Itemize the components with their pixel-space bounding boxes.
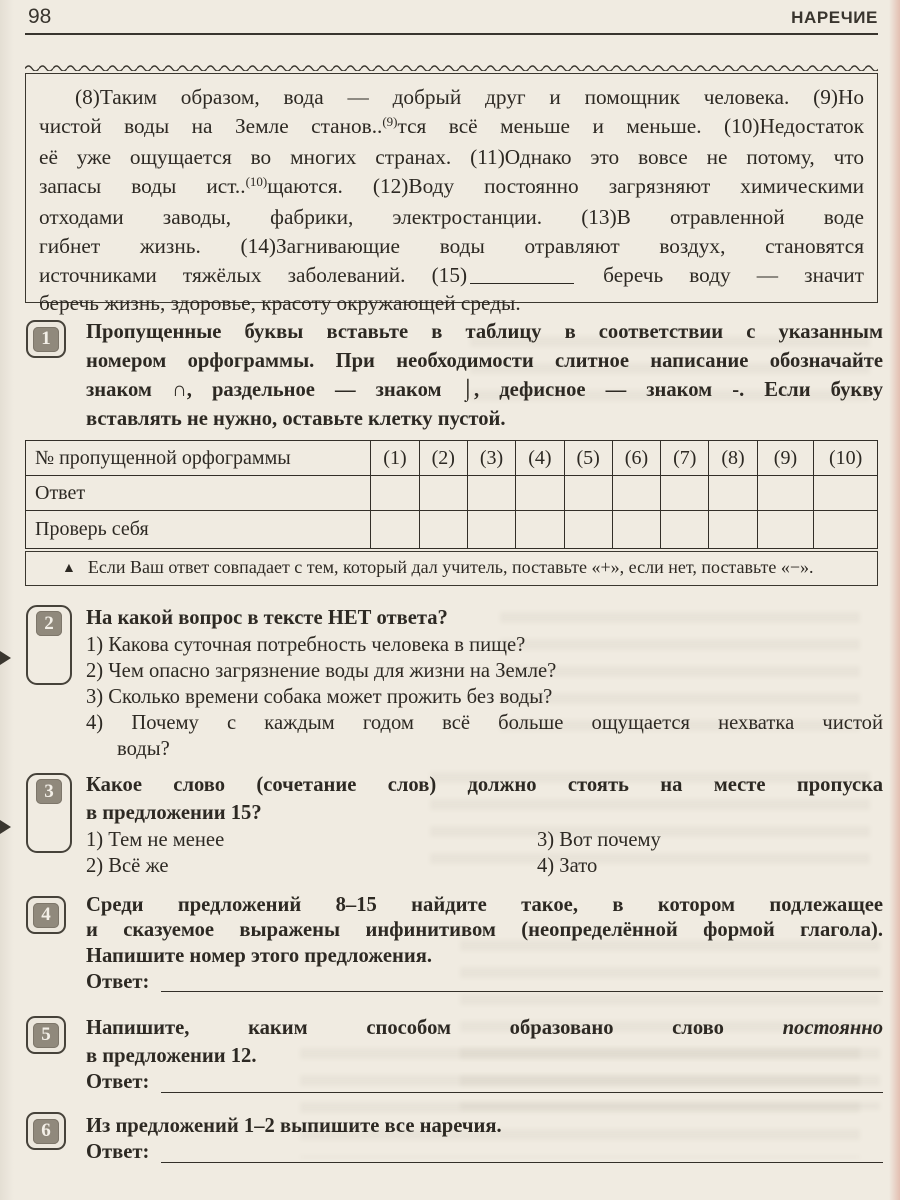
exercise-number: 3	[36, 779, 62, 804]
option-4: 4) Зато	[537, 855, 598, 877]
passage-text: беречь воду — значит	[577, 262, 864, 287]
answer-label: Ответ:	[86, 970, 150, 993]
exercise-6-badge	[26, 1112, 66, 1150]
fill-in-blank	[470, 269, 574, 284]
option-2: 2) Чем опасно загрязнение воды для жизни на Земле?	[86, 660, 557, 682]
passage-text: запасы воды ист..	[39, 173, 246, 198]
exercise-number: 4	[33, 903, 59, 928]
table-column-header: (7)	[661, 441, 709, 476]
exercise-prompt: Из предложений 1–2 выпишите все наречия.	[86, 1115, 502, 1137]
exercise-prompt-line: номером орфограммы. При необходимости слитное написание обозначайте	[86, 350, 883, 372]
exercise-number: 6	[33, 1119, 59, 1144]
exercise-number: 5	[33, 1023, 59, 1048]
prompt-text: Напишите, каким способом образовано слово	[86, 1017, 724, 1039]
check-cell[interactable]	[814, 511, 878, 549]
check-cell[interactable]	[516, 511, 564, 549]
exercise-3-badge	[26, 773, 72, 853]
check-cell[interactable]	[564, 511, 612, 549]
table-column-header: (5)	[564, 441, 612, 476]
note-text: Если Ваш ответ совпадает с тем, который дал учитель, поставьте «+», если нет, поставьте «−».	[87, 557, 814, 577]
margin-marker-icon	[0, 651, 11, 665]
answer-label: Ответ:	[86, 1071, 150, 1093]
table-column-header: (1)	[371, 441, 419, 476]
passage-text: источниками тяжёлых заболеваний. (15)	[39, 262, 468, 287]
exercise-prompt-line: и сказуемое выражены инфинитивом (неопределённой формой глагола).	[86, 919, 883, 942]
exercise-prompt-line: в предложении 15?	[86, 802, 262, 824]
table-header-label: № пропущенной орфограммы	[26, 441, 371, 476]
answer-write-line[interactable]	[161, 991, 883, 992]
answer-cell[interactable]	[467, 476, 515, 511]
page-header	[28, 5, 878, 29]
orthogram-superscript: (9)	[382, 113, 398, 129]
passage-line: беречь жизнь, здоровье, красоту окружающей среды.	[39, 291, 521, 316]
table-column-header: (8)	[709, 441, 757, 476]
check-cell[interactable]	[419, 511, 467, 549]
answer-write-line[interactable]	[161, 1162, 883, 1163]
exercise-prompt-line: знаком ∩, раздельное — знаком ⌡, дефисное — знаком -. Если букву	[86, 379, 883, 401]
option-2: 2) Всё же	[86, 855, 169, 877]
target-word: постоянно	[782, 1017, 883, 1039]
passage-text: чистой воды на Земле станов..	[39, 113, 383, 138]
exercise-prompt-line: вставлять не нужно, оставьте клетку пустой.	[86, 408, 506, 430]
answer-cell[interactable]	[757, 476, 814, 511]
passage-line: гибнет жизнь. (14)Загнивающие воды отравляют воздух, становятся	[39, 233, 864, 258]
check-cell[interactable]	[371, 511, 419, 549]
table-row-check	[26, 511, 878, 549]
answer-cell[interactable]	[661, 476, 709, 511]
exercise-4-badge	[26, 896, 66, 934]
option-1: 1) Какова суточная потребность человека в пище?	[86, 634, 526, 656]
passage-line	[39, 172, 864, 204]
table-column-header: (2)	[419, 441, 467, 476]
table-row-answer	[26, 476, 878, 511]
answer-label: Ответ:	[86, 1141, 150, 1163]
check-cell[interactable]	[709, 511, 757, 549]
answer-write-line[interactable]	[161, 1092, 883, 1093]
option-4: 4) Почему с каждым годом всё больше ощущается нехватка чистой	[86, 712, 883, 734]
exercise-prompt-line: Напишите номер этого предложения.	[86, 944, 433, 967]
passage-line: отходами заводы, фабрики, электростанции. (13)В отравленной воде	[39, 205, 864, 230]
exercise-prompt-line: Какое слово (сочетание слов) должно стоять на месте пропуска	[86, 774, 883, 796]
check-cell[interactable]	[661, 511, 709, 549]
page-number: 98	[28, 5, 52, 28]
option-3: 3) Вот почему	[537, 829, 661, 851]
option-4-wrap: воды?	[117, 738, 170, 760]
answer-table	[25, 440, 878, 549]
passage-line: её уже ощущается во многих странах. (11)Однако это вовсе не потому, что	[39, 145, 864, 170]
answer-cell[interactable]	[814, 476, 878, 511]
exercise-number: 2	[36, 611, 62, 636]
margin-marker-icon	[0, 820, 11, 834]
answer-cell[interactable]	[709, 476, 757, 511]
triangle-marker-icon: ▲	[62, 561, 76, 576]
answer-cell[interactable]	[612, 476, 660, 511]
exercise-prompt-line: в предложении 12.	[86, 1045, 257, 1067]
table-column-header: (9)	[757, 441, 814, 476]
answer-cell[interactable]	[516, 476, 564, 511]
exercise-prompt-line	[86, 1014, 883, 1042]
check-cell[interactable]	[612, 511, 660, 549]
passage-line: (8)Таким образом, вода — добрый друг и помощник человека. (9)Но	[75, 85, 864, 109]
table-row-label: Ответ	[26, 476, 371, 511]
exercise-prompt-line: Пропущенные буквы вставьте в таблицу в соответствии с указанным	[86, 321, 883, 343]
passage-box	[25, 73, 878, 316]
answer-cell[interactable]	[371, 476, 419, 511]
torn-edge-wave	[25, 62, 878, 71]
passage-text: тся всё меньше и меньше. (10)Недостаток	[397, 113, 864, 138]
exercise-1-badge	[26, 320, 66, 358]
answer-cell[interactable]	[564, 476, 612, 511]
passage-line	[39, 112, 864, 144]
option-1: 1) Тем не менее	[86, 829, 225, 851]
header-rule	[25, 33, 878, 35]
exercise-number: 1	[33, 327, 59, 352]
section-title: НАРЕЧИЕ	[791, 8, 878, 27]
table-row-label: Проверь себя	[26, 511, 371, 549]
table-column-header: (4)	[516, 441, 564, 476]
exercise-2-badge	[26, 605, 72, 685]
option-3: 3) Сколько времени собака может прожить без воды?	[86, 686, 553, 708]
exercise-prompt: На какой вопрос в тексте НЕТ ответа?	[86, 607, 448, 629]
table-column-header: (6)	[612, 441, 660, 476]
exercise-5-badge	[26, 1016, 66, 1054]
answer-cell[interactable]	[419, 476, 467, 511]
passage-text: щаются. (12)Воду постоянно загрязняют химическими	[267, 173, 864, 198]
teacher-check-note	[25, 551, 878, 586]
table-header-row	[26, 441, 878, 476]
table-column-header: (10)	[814, 441, 878, 476]
table-column-header: (3)	[467, 441, 515, 476]
exercise-prompt-line: Среди предложений 8–15 найдите такое, в котором подлежащее	[86, 894, 883, 916]
passage-line	[39, 261, 864, 290]
check-cell[interactable]	[467, 511, 515, 549]
orthogram-superscript: (10)	[245, 173, 268, 189]
check-cell[interactable]	[757, 511, 814, 549]
